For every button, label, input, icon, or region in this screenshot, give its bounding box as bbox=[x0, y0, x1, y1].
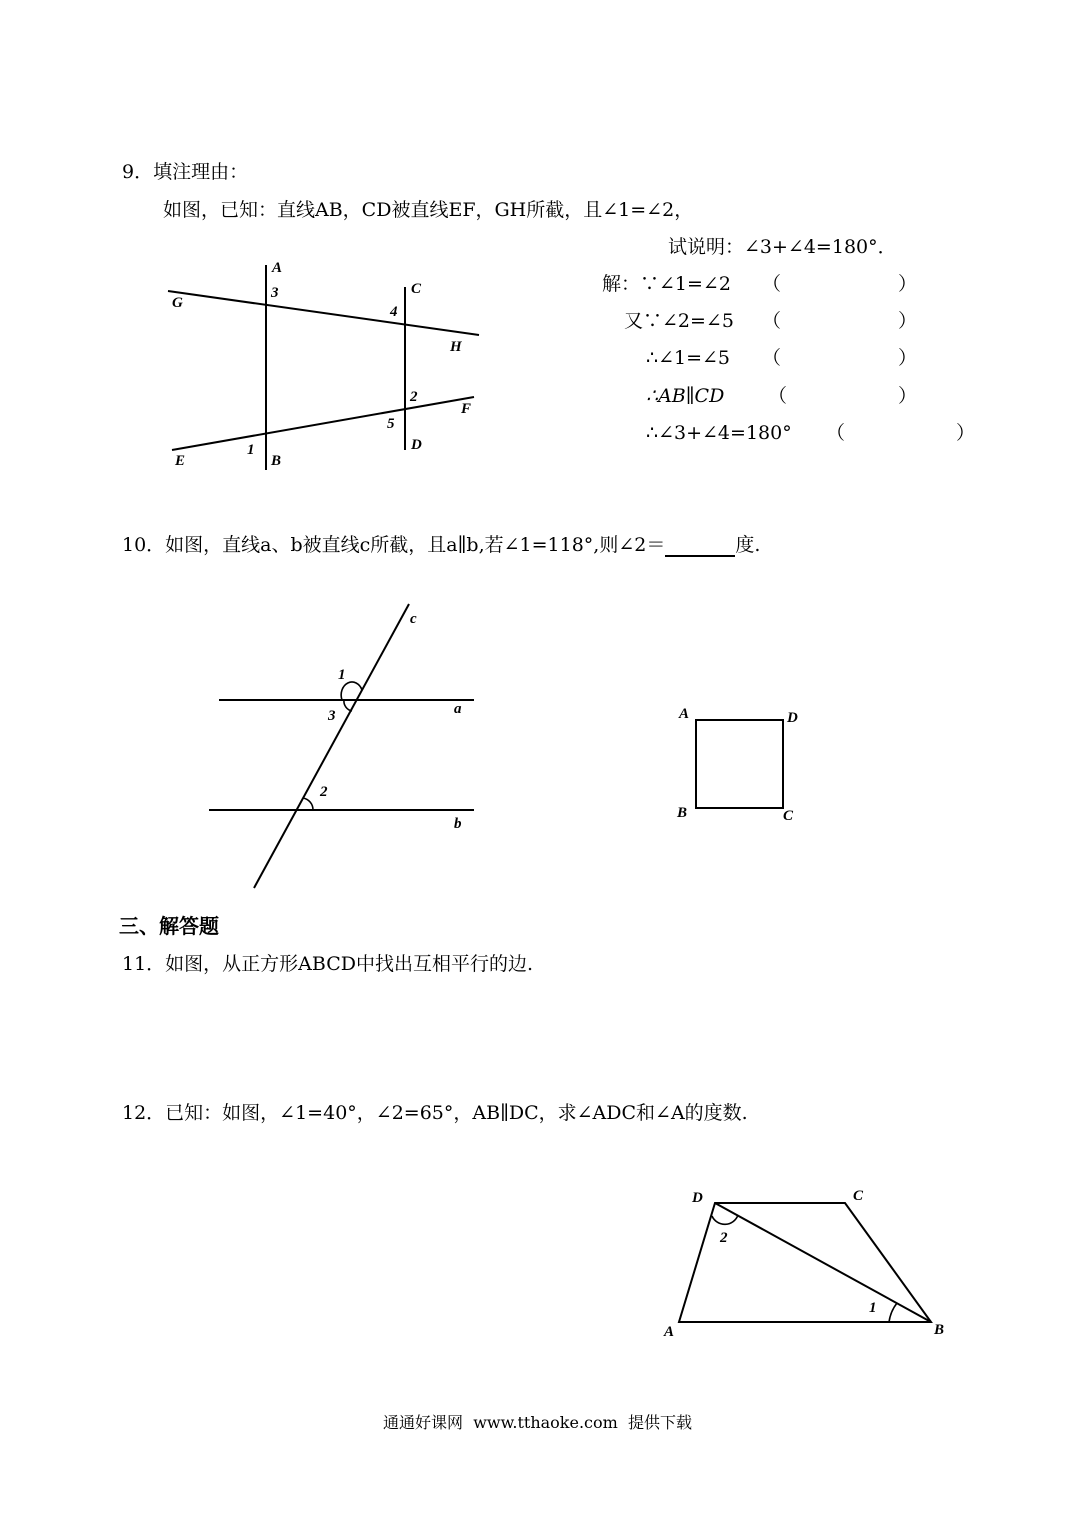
label-2: 2 bbox=[720, 1230, 728, 1246]
label-c: c bbox=[410, 611, 417, 627]
label-h: H bbox=[450, 339, 462, 355]
label-c: C bbox=[411, 281, 422, 297]
label-e: E bbox=[175, 453, 186, 469]
q9-step-3: ∴∠1=∠5 （ ） bbox=[646, 347, 918, 369]
label-b: b bbox=[454, 816, 462, 832]
label-1: 1 bbox=[338, 667, 346, 683]
label-1: 1 bbox=[869, 1300, 877, 1316]
label-a: a bbox=[454, 701, 462, 717]
angle-2-arc bbox=[712, 1215, 738, 1224]
label-5: 5 bbox=[387, 416, 395, 432]
label-3: 3 bbox=[328, 708, 336, 724]
label-g: G bbox=[172, 295, 183, 311]
label-a: A bbox=[664, 1324, 675, 1340]
diagonal-db bbox=[715, 1203, 931, 1322]
label-1: 1 bbox=[247, 442, 255, 458]
q9-step-1: 解：∵∠1=∠2 （ ） bbox=[602, 273, 918, 295]
label-c: C bbox=[783, 808, 794, 824]
label-2: 2 bbox=[410, 389, 418, 405]
label-a: A bbox=[272, 260, 283, 276]
label-d: D bbox=[411, 437, 422, 453]
label-d: D bbox=[692, 1190, 703, 1206]
label-b: B bbox=[677, 805, 688, 821]
footer-url[interactable]: www.tthaoke.com bbox=[473, 1413, 618, 1432]
q9-given: 如图，已知：直线AB，CD被直线EF，GH所截，且∠1=∠2， bbox=[163, 199, 694, 221]
q12-question: 12．已知：如图，∠1=40°，∠2=65°，AB∥DC，求∠ADC和∠A的度数. bbox=[122, 1102, 748, 1124]
q9-step-4: ∴AB∥CD （ ） bbox=[646, 385, 918, 407]
label-f: F bbox=[461, 401, 472, 417]
label-a: A bbox=[679, 706, 690, 722]
q9-step-5: ∴∠3+∠4=180° （ ） bbox=[646, 422, 976, 444]
label-2: 2 bbox=[320, 784, 328, 800]
label-b: B bbox=[271, 453, 282, 469]
label-c: C bbox=[853, 1188, 864, 1204]
label-d: D bbox=[787, 710, 798, 726]
footer: 通通好课网 www.tthaoke.com 提供下载 bbox=[383, 1413, 692, 1432]
q9-prove: 试说明：∠3+∠4=180°． bbox=[668, 236, 897, 258]
label-4: 4 bbox=[390, 304, 398, 320]
label-b: B bbox=[934, 1322, 945, 1338]
trapezoid-abcd bbox=[679, 1203, 931, 1322]
q11-question: 11．如图，从正方形ABCD中找出互相平行的边. bbox=[122, 953, 534, 975]
angle-1-arc bbox=[889, 1303, 897, 1322]
q9-title: 9．填注理由： bbox=[122, 161, 249, 183]
label-3: 3 bbox=[271, 285, 279, 301]
section-heading: 三、解答题 bbox=[119, 914, 219, 938]
q10-question: 10．如图，直线a、b被直线c所截，且a∥b,若∠1=118°,则∠2＝ 度. bbox=[122, 534, 761, 556]
q9-step-2: 又∵∠2=∠5 （ ） bbox=[624, 310, 918, 332]
